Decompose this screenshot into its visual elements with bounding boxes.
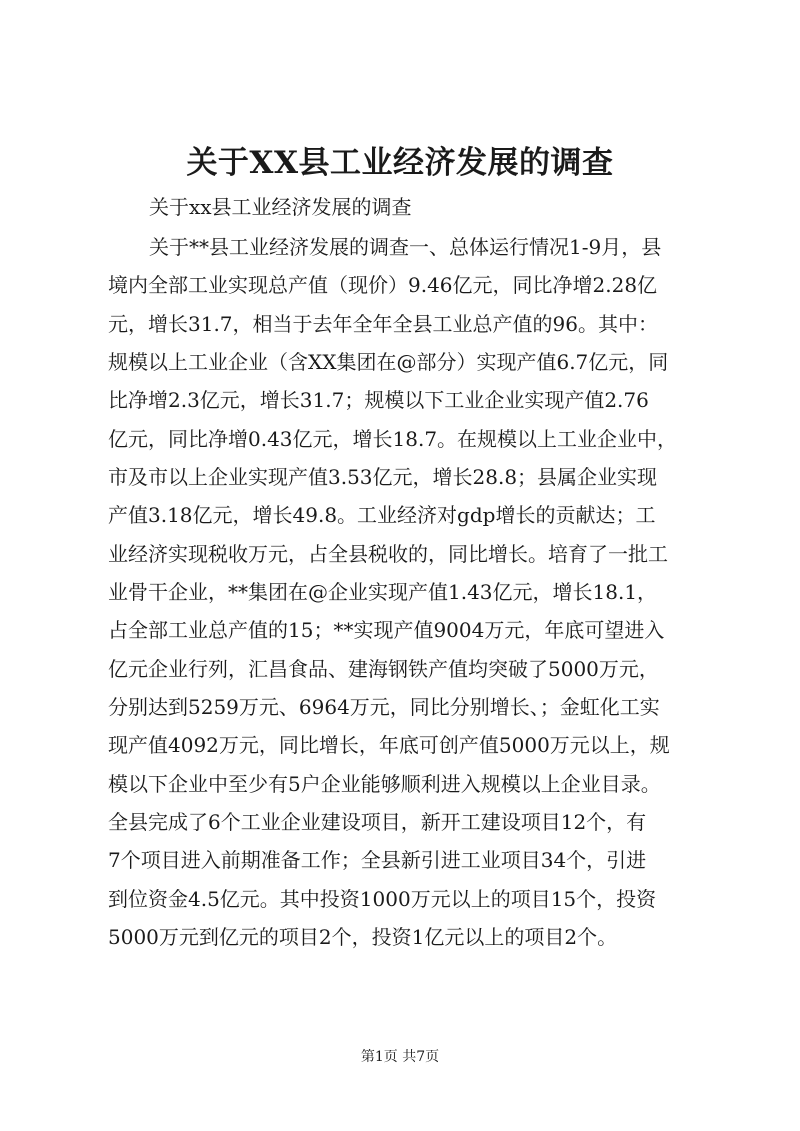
document-title: 关于XX县工业经济发展的调查 [186, 145, 614, 181]
body-line: 亿元，同比净增0.43亿元，增长18.7。在规模以上工业企业中， [108, 427, 678, 451]
body-line: 现产值4092万元，同比增长，年底可创产值5000万元以上，规 [108, 733, 670, 757]
body-line: 5000万元到亿元的项目2个，投资1亿元以上的项目2个。 [108, 925, 618, 949]
body-line: 规模以上工业企业（含XX集团在@部分）实现产值6.7亿元，同 [108, 350, 669, 374]
body-line: 分别达到5259万元、6964万元，同比分别增长、；金虹化工实 [108, 695, 660, 719]
body-line: 全县完成了6个工业企业建设项目，新开工建设项目12个，有 [108, 810, 647, 834]
body-line: 产值3.18亿元，增长49.8。工业经济对gdp增长的贡献达；工 [108, 503, 656, 527]
document-subtitle: 关于xx县工业经济发展的调查 [149, 195, 412, 219]
body-line: 业经济实现税收万元，占全县税收的，同比增长。培育了一批工 [108, 542, 668, 566]
body-line: 元，增长31.7，相当于去年全年全县工业总产值的96。其中： [108, 312, 658, 336]
body-line: 占全部工业总产值的15；**实现产值9004万元，年底可望进入 [108, 618, 665, 642]
body-line: 到位资金4.5亿元。其中投资1000万元以上的项目15个，投资 [108, 887, 657, 911]
body-line: 比净增2.3亿元，增长31.7；规模以下工业企业实现产值2.76 [108, 388, 649, 412]
body-line: 市及市以上企业实现产值3.53亿元，增长28.8；县属企业实现 [108, 465, 658, 489]
body-line: 关于**县工业经济发展的调查一、总体运行情况1-9月，县 [149, 235, 662, 259]
body-line: 业骨干企业，**集团在@企业实现产值1.43亿元，增长18.1， [108, 580, 658, 604]
body-line: 7个项目进入前期准备工作；全县新引进工业项目34个，引进 [108, 848, 647, 872]
page-footer: 第1页 共7页 [360, 1049, 440, 1065]
body-line: 模以下企业中至少有5户企业能够顺利进入规模以上企业目录。 [108, 772, 661, 796]
body-line: 境内全部工业实现总产值（现价）9.46亿元，同比净增2.28亿 [108, 273, 658, 297]
body-line: 亿元企业行列，汇昌食品、建海钢铁产值均突破了5000万元， [108, 657, 659, 681]
